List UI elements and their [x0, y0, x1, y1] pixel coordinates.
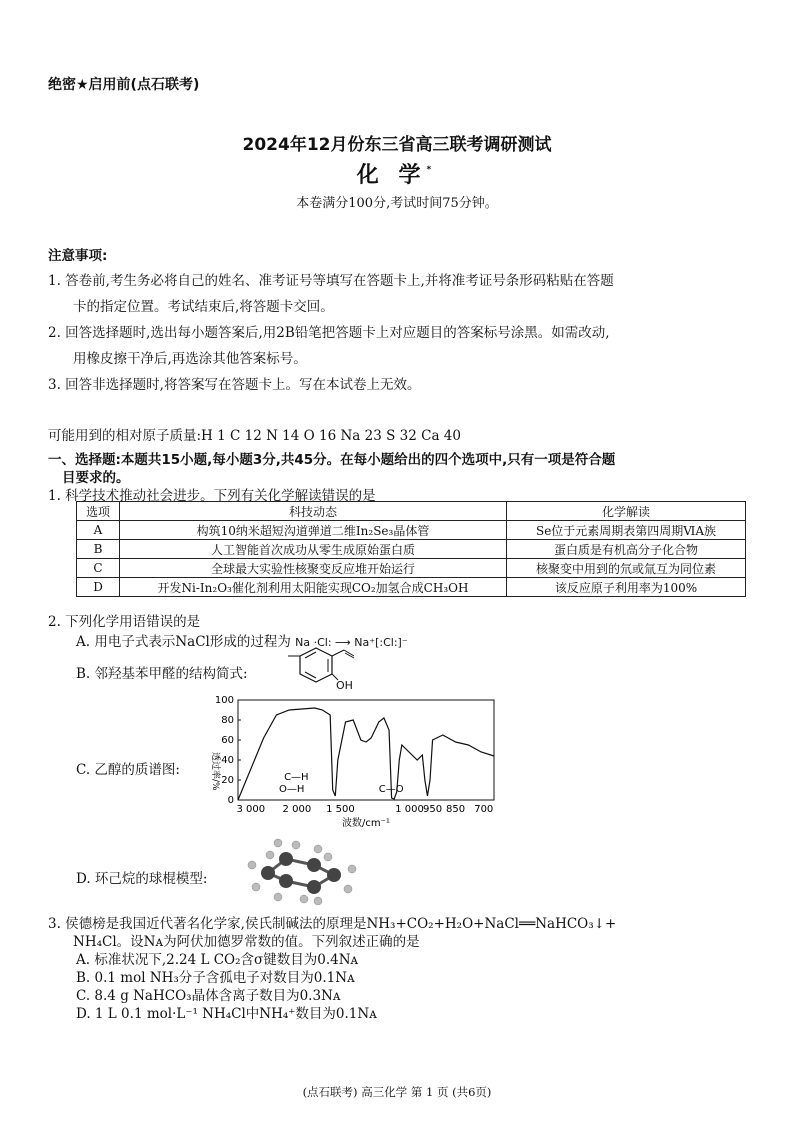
table-cell: 核聚变中用到的氘或氚互为同位素: [507, 559, 746, 578]
notice-item: 1. 答卷前,考生务必将自己的姓名、准考证号等填写在答题卡上,并将准考证号条形码粘贴在答题: [48, 273, 614, 289]
x-tick-label: 700: [474, 804, 494, 815]
y-tick-label: 80: [221, 715, 234, 726]
y-tick-label: 100: [214, 695, 234, 706]
y-axis-label: 透过率/%: [210, 752, 220, 791]
electron-formula: Na ·Cl: ⟶ Na⁺[:Cl:]⁻: [295, 636, 408, 649]
y-tick-label: 20: [221, 775, 234, 786]
table-cell: Se位于元素周期表第四周期ⅥA族: [507, 521, 746, 540]
notice-item: 卡的指定位置。考试结束后,将答题卡交回。: [73, 299, 334, 315]
q2-stem: 2. 下列化学用语错误的是: [48, 614, 201, 630]
notice-item: 3. 回答非选择题时,将答案写在答题卡上。写在本试卷上无效。: [48, 377, 421, 393]
table-row: [77, 578, 746, 597]
peak-annotation: O—H: [278, 784, 305, 795]
table-cell: 蛋白质是有机高分子化合物: [507, 540, 746, 559]
table-row: [77, 559, 746, 578]
q1-table: [76, 501, 746, 597]
subject-title: [0, 158, 794, 189]
x-axis-label: 波数/cm⁻¹: [342, 818, 390, 829]
table-row: [77, 540, 746, 559]
peak-annotation: C—O: [378, 784, 404, 795]
q3-option-c: C. 8.4 g NaHCO₃晶体含离子数目为0.3Nᴀ: [76, 988, 341, 1004]
x-tick-label: 1 000: [395, 804, 424, 815]
x-tick-label: 1 500: [326, 804, 355, 815]
cyclohexane-model: [238, 835, 366, 905]
atomic-masses: 可能用到的相对原子质量:H 1 C 12 N 14 O 16 Na 23 S 32 Ca 40: [48, 428, 461, 444]
q1-stem: 1. 科学技术推动社会进步。下列有关化学解读错误的是: [48, 488, 376, 504]
notice-heading: 注意事项:: [48, 248, 108, 264]
table-cell: D: [77, 578, 120, 597]
notice-item: 用橡皮擦干净后,再选涂其他答案标号。: [73, 351, 307, 367]
x-tick-label: 950: [423, 804, 443, 815]
q3-option-a: A. 标准状况下,2.24 L CO₂含σ键数目为0.4Nᴀ: [76, 952, 359, 968]
q2-option-b: B. 邻羟基苯甲醛的结构简式:: [76, 666, 248, 682]
table-header: 科技动态: [120, 502, 507, 521]
q3-option-d: D. 1 L 0.1 mol·L⁻¹ NH₄Cl中NH₄⁺数目为0.1Nᴀ: [76, 1006, 377, 1022]
y-tick-label: 60: [221, 735, 234, 746]
q2-option-c: C. 乙醇的质谱图:: [76, 762, 180, 778]
q2-option-d: D. 环己烷的球棍模型:: [76, 871, 208, 887]
table-cell: 开发Ni-In₂O₃催化剂利用太阳能实现CO₂加氢合成CH₃OH: [120, 578, 507, 597]
peak-annotation: C—H: [284, 772, 309, 783]
subject-name: 化 学: [356, 163, 427, 188]
table-header: 选项: [77, 502, 120, 521]
series-line: [238, 708, 494, 800]
table-cell: 全球最大实验性核聚变反应堆开始运行: [120, 559, 507, 578]
y-tick-label: 0: [227, 795, 234, 806]
subject-mark: *: [426, 165, 438, 175]
notice-item: 2. 回答选择题时,选出每小题答案后,用2B铅笔把答题卡上对应题目的答案标号涂黑。如需改动,: [48, 325, 610, 341]
x-tick-label: 3 000: [236, 804, 266, 815]
page-footer: (点石联考) 高三化学 第 1 页 (共6页): [302, 1085, 492, 1099]
section-heading-cont: 目要求的。: [62, 470, 130, 486]
table-header: 化学解读: [507, 502, 746, 521]
q3-stem-cont: NH₄Cl。设Nᴀ为阿伏加德罗常数的值。下列叙述正确的是: [73, 934, 420, 950]
table-cell: B: [77, 540, 120, 559]
q3-option-b: B. 0.1 mol NH₃分子含孤电子对数目为0.1Nᴀ: [76, 970, 355, 986]
section-heading: 一、选择题:本题共15小题,每小题3分,共45分。在每小题给出的四个选项中,只有一项是符合题: [48, 452, 616, 468]
table-cell: 该反应原子利用率为100%: [507, 578, 746, 597]
y-tick-label: 40: [221, 755, 234, 766]
exam-info: 本卷满分100分,考试时间75分钟。: [296, 196, 498, 211]
oh-label: OH: [336, 679, 353, 692]
table-cell: A: [77, 521, 120, 540]
table-cell: 构筑10纳米超短沟道弹道二维In₂Se₃晶体管: [120, 521, 507, 540]
x-tick-label: 850: [446, 804, 466, 815]
table-header-row: [77, 502, 746, 521]
exam-title: 2024年12月份东三省高三联考调研测试: [242, 135, 552, 155]
x-tick-label: 2 000: [282, 804, 312, 815]
table-cell: C: [77, 559, 120, 578]
table-row: [77, 521, 746, 540]
q2-a-text: A. 用电子式表示NaCl形成的过程为: [76, 634, 291, 650]
table-cell: 人工智能首次成功从零生成原始蛋白质: [120, 540, 507, 559]
secret-label: 绝密★启用前(点石联考): [48, 77, 200, 93]
q3-stem: 3. 侯德榜是我国近代著名化学家,侯氏制碱法的原理是NH₃+CO₂+H₂O+NaCl══NaHCO₃↓+: [48, 916, 617, 932]
benzaldehyde-structure: [278, 644, 368, 694]
ir-spectrum-chart: [200, 692, 500, 834]
